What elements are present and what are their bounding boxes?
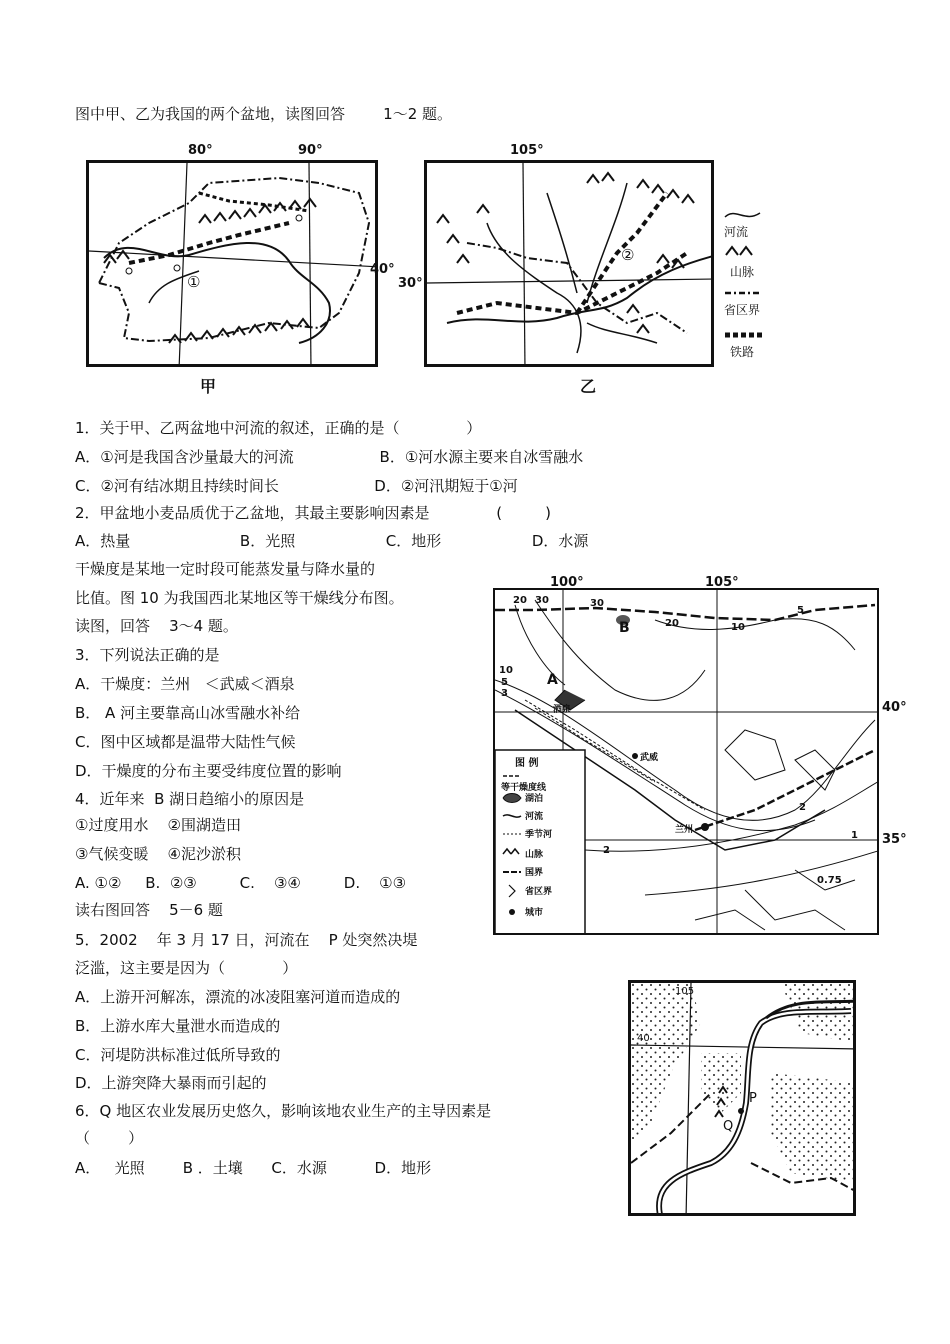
q2-stem: 2．甲盆地小麦品质优于乙盆地，其最主要影响因素是 ( ) bbox=[75, 504, 551, 522]
map-jia-lat-40: 40° bbox=[370, 262, 395, 277]
q3-stem: 3．下列说法正确的是 bbox=[75, 646, 220, 664]
city-wuwei: 武威 bbox=[640, 753, 659, 763]
legend-river-c: 河流 bbox=[525, 812, 544, 822]
map-jia-caption: 甲 bbox=[200, 377, 217, 396]
marker-2: ② bbox=[621, 246, 635, 264]
legend-railway: 铁路 bbox=[730, 345, 755, 359]
dryness-intro-1: 干燥度是某地一定时段可能蒸发量与降水量的 bbox=[75, 560, 376, 578]
q5-stem-2: 泛滥，这主要是因为（ ） bbox=[75, 959, 298, 977]
q4-options: A. ①② B. ②③ C. ③④ D. ①③ bbox=[75, 874, 407, 892]
contour-075: 0.75 bbox=[817, 875, 842, 886]
map-yi-drawing bbox=[427, 163, 714, 367]
q5-option-b: B．上游水库大量泄水而造成的 bbox=[75, 1017, 281, 1035]
q5-stem-1: 5．2002 年 3 月 17 日，河流在 P 处突然决堤 bbox=[75, 931, 418, 949]
map-yi-legend bbox=[720, 205, 780, 365]
map-yi-lon-105: 105° bbox=[510, 143, 544, 158]
legend-river: 河流 bbox=[724, 225, 749, 239]
q6-options: A． 光照 B ．土壤 C．水源 D．地形 bbox=[75, 1159, 432, 1177]
contour-10-a: 10 bbox=[731, 622, 745, 633]
q2-options: A．热量 B．光照 C．地形 D．水源 bbox=[75, 532, 589, 550]
legend-province-border: 省区界 bbox=[724, 303, 761, 317]
dryness-lat-40: 40° bbox=[882, 700, 907, 715]
map-yi bbox=[424, 160, 714, 367]
lake-b-label: B bbox=[619, 620, 630, 636]
map-jia-lon-80: 80° bbox=[188, 143, 213, 158]
point-q: Q bbox=[723, 1119, 734, 1134]
legend-isoline: 等干燥度线 bbox=[501, 783, 547, 793]
marker-1: ① bbox=[187, 273, 201, 291]
river-pq-map bbox=[628, 980, 856, 1216]
contour-30-a: 30 bbox=[535, 595, 549, 606]
q5-option-d: D．上游突降大暴雨而引起的 bbox=[75, 1074, 267, 1092]
q3-option-a: A．干燥度：兰州 ＜武威＜酒泉 bbox=[75, 675, 295, 693]
q3-option-d: D．干燥度的分布主要受纬度位置的影响 bbox=[75, 762, 342, 780]
dryness-legend-title: 图 例 bbox=[515, 758, 539, 769]
map-yi-caption: 乙 bbox=[580, 377, 597, 396]
q4-stem: 4．近年来 B 湖日趋缩小的原因是 bbox=[75, 790, 305, 808]
contour-2-b: 2 bbox=[603, 845, 610, 856]
contour-10-b: 10 bbox=[499, 665, 513, 676]
city-lanzhou: 兰州 bbox=[675, 825, 694, 835]
q3-option-c: C．图中区域都是温带大陆性气候 bbox=[75, 733, 296, 751]
contour-2-a: 2 bbox=[799, 802, 806, 813]
pq-lat-40: 40 bbox=[637, 1033, 650, 1044]
contour-20-b: 20 bbox=[665, 618, 679, 629]
dryness-lat-35: 35° bbox=[882, 832, 907, 847]
dryness-map bbox=[493, 588, 879, 935]
map-jia-lon-90: 90° bbox=[298, 143, 323, 158]
city-jiuquan: 酒泉 bbox=[553, 705, 572, 715]
contour-1: 1 bbox=[851, 830, 858, 841]
river-pq-map-drawing bbox=[631, 983, 856, 1216]
dryness-intro-2: 比值。图 10 为我国西北某地区等干燥线分布图。 bbox=[75, 589, 404, 607]
contour-20-a: 20 bbox=[513, 595, 527, 606]
dryness-intro-3: 读图，回答 3～4 题。 bbox=[75, 617, 238, 635]
q5-option-c: C．河堤防洪标准过低所导致的 bbox=[75, 1046, 281, 1064]
legend-province-border-c: 省区界 bbox=[525, 887, 553, 897]
legend-national-border: 国界 bbox=[525, 868, 544, 878]
legend-city: 城市 bbox=[525, 908, 544, 918]
legend-lake: 湖泊 bbox=[525, 794, 544, 804]
contour-5-b: 5 bbox=[501, 677, 508, 688]
q6-blank: （ ） bbox=[75, 1129, 144, 1147]
legend-mountain-c: 山脉 bbox=[525, 850, 544, 860]
q56-intro: 读右图回答 5－6 题 bbox=[75, 901, 223, 919]
intro-text: 图中甲、乙为我国的两个盆地，读图回答 1～2 题。 bbox=[75, 105, 453, 123]
point-p: P bbox=[749, 1091, 757, 1106]
q5-option-a: A．上游开河解冻，漂流的冰凌阻塞河道而造成的 bbox=[75, 988, 401, 1006]
q4-items-12: ①过度用水 ②围湖造田 bbox=[75, 816, 241, 834]
contour-3: 3 bbox=[501, 688, 508, 699]
river-a-label: A bbox=[547, 672, 558, 688]
legend-seasonal-river: 季节河 bbox=[525, 830, 553, 840]
q1-options-ab: A．①河是我国含沙量最大的河流 B．①河水源主要来自冰雪融水 bbox=[75, 448, 584, 466]
map-jia-drawing bbox=[89, 163, 378, 367]
q1-stem: 1．关于甲、乙两盆地中河流的叙述，正确的是（ ） bbox=[75, 419, 482, 437]
pq-lon-105: 105 bbox=[675, 986, 695, 997]
dryness-lon-100: 100° bbox=[550, 575, 584, 590]
q3-option-b: B． A 河主要靠高山冰雪融水补给 bbox=[75, 704, 301, 722]
legend-mountain: 山脉 bbox=[730, 265, 755, 279]
q4-items-34: ③气候变暖 ④泥沙淤积 bbox=[75, 845, 241, 863]
dryness-lon-105: 105° bbox=[705, 575, 739, 590]
map-jia bbox=[86, 160, 378, 367]
q1-options-cd: C．②河有结冰期且持续时间长 D．②河汛期短于①河 bbox=[75, 477, 518, 495]
map-yi-lat-30: 30° bbox=[398, 276, 423, 291]
contour-30-b: 30 bbox=[590, 598, 604, 609]
q6-stem: 6．Q 地区农业发展历史悠久，影响该地农业生产的主导因素是 bbox=[75, 1102, 492, 1120]
contour-5-a: 5 bbox=[797, 605, 804, 616]
